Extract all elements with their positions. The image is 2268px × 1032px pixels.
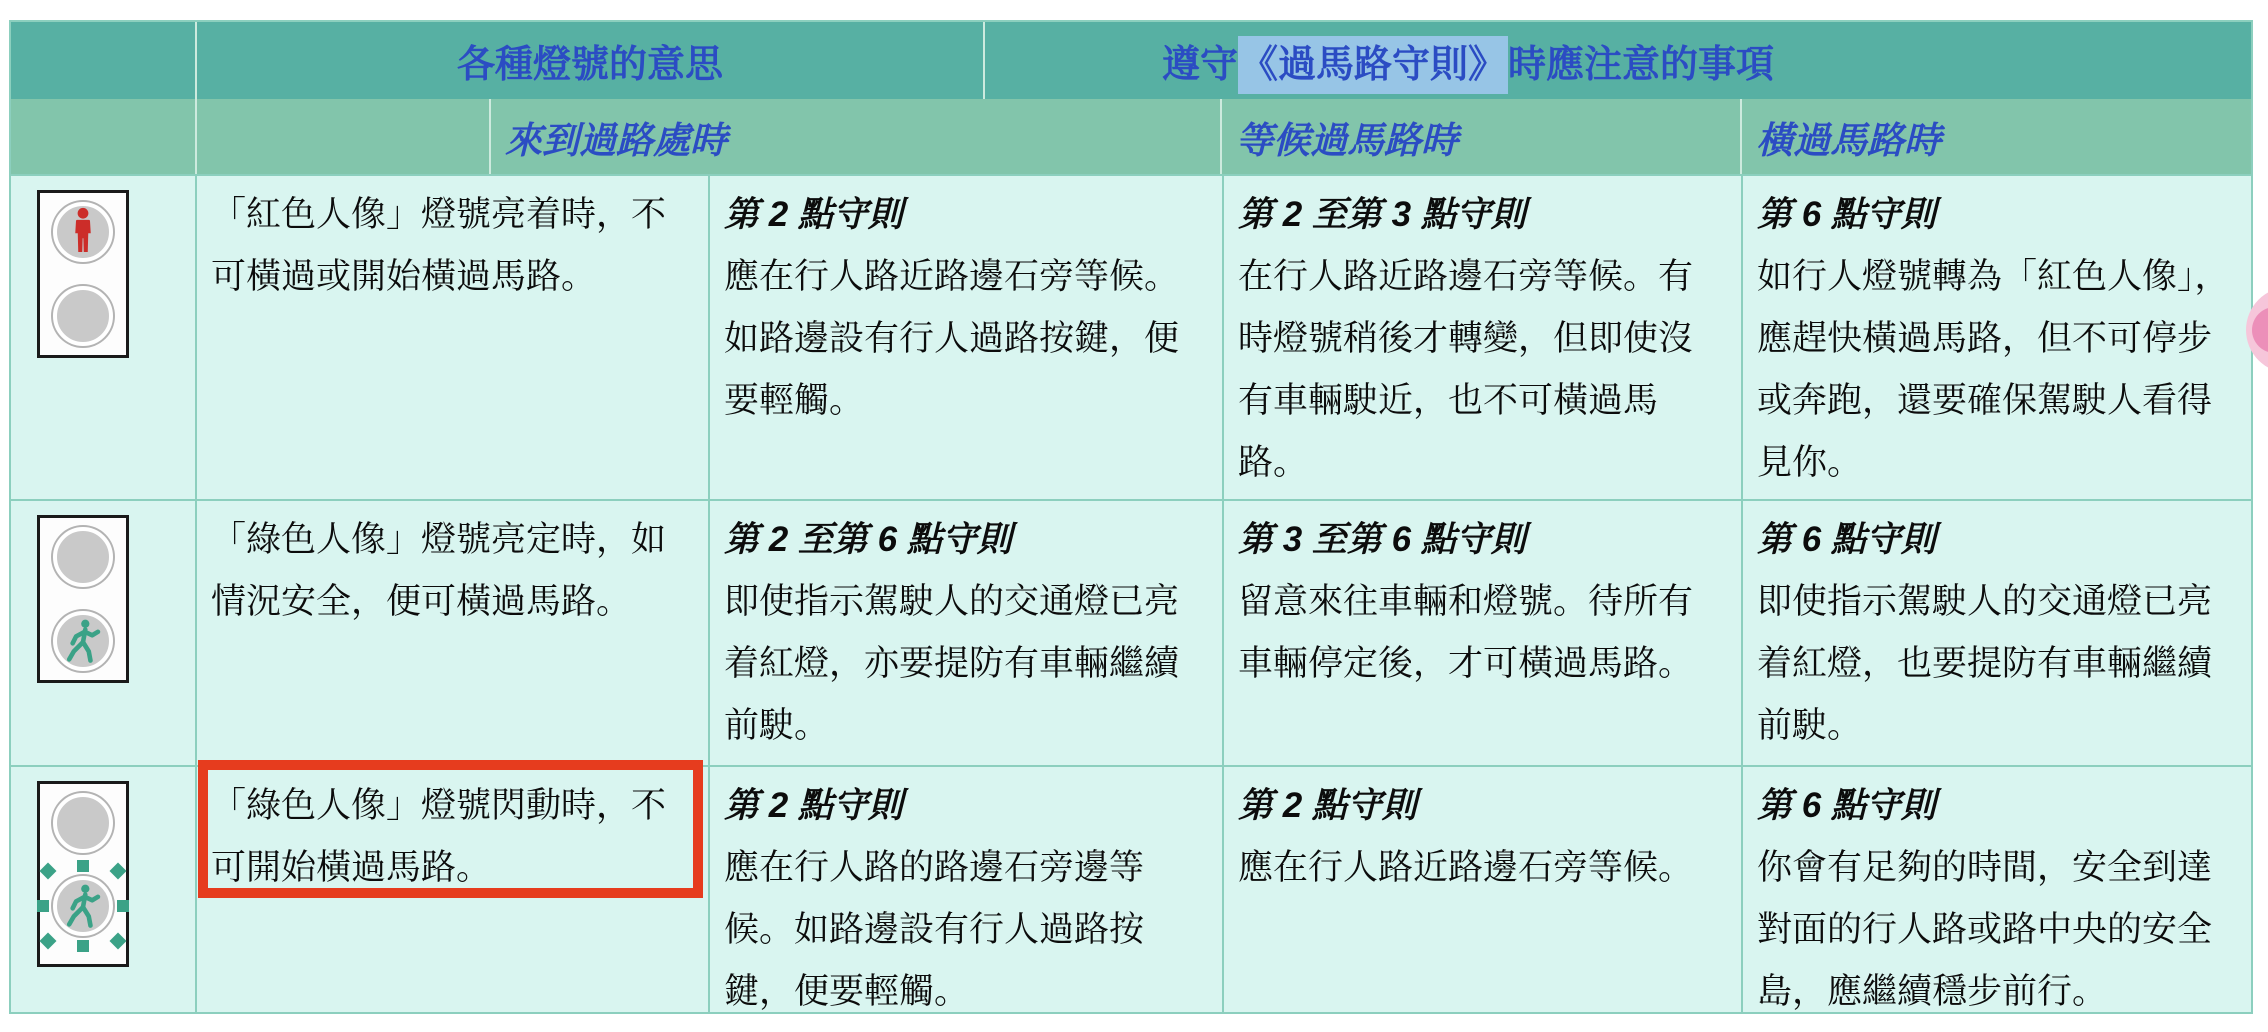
pedestrian-crossing-rules-table [9, 20, 2253, 1014]
header-empty-cell [11, 22, 195, 99]
rule-cell-wait [1222, 176, 1741, 499]
signal-cell [11, 501, 195, 765]
rule-title: 第 6 點守則 [1757, 786, 1936, 825]
meaning-cell-emphasized [195, 767, 708, 1012]
rule-cell-cross [1741, 176, 2251, 499]
rule-body: 在行人路近路邊石旁等候。有時燈號稍後才轉變，但即使沒有車輛駛近，也不可橫過馬路。 [1238, 257, 1694, 482]
rule-cell-cross [1741, 501, 2251, 765]
red-man-lamp-icon [53, 202, 113, 262]
rule-cell-wait [1222, 501, 1741, 765]
off-lamp-icon [53, 527, 113, 587]
phase-header-empty-2 [195, 99, 489, 174]
table-row-flashing-green-man [11, 765, 2251, 1012]
phase-header-arrive: 來到過路處時 [489, 99, 1220, 174]
rule-body: 即使指示駕駛人的交通燈已亮着紅燈，亦要提防有車輛繼續前駛。 [724, 582, 1180, 745]
rules-title-text: 遵守《過馬路守則》時應注意的事項 [1162, 33, 1774, 88]
phase-header-wait: 等候過馬路時 [1220, 99, 1740, 174]
rule-body: 留意來往車輛和燈號。待所有車輛停定後，才可橫過馬路。 [1238, 582, 1694, 683]
rule-body: 應在行人路的路邊石旁邊等候。如路邊設有行人過路按鍵，便要輕觸。 [724, 848, 1145, 1011]
meaning-text: 「綠色人像」燈號閃動時，不可開始橫過馬路。 [211, 786, 667, 887]
meaning-text: 「紅色人像」燈號亮着時，不可橫過或開始橫過馬路。 [211, 195, 667, 296]
rule-body: 即使指示駕駛人的交通燈已亮着紅燈，也要提防有車輛繼續前駛。 [1757, 582, 2213, 745]
rule-title: 第 6 點守則 [1757, 520, 1936, 559]
rule-cell-cross [1741, 767, 2251, 1012]
phase-header-cross: 橫過馬路時 [1740, 99, 2251, 174]
rule-cell-arrive [708, 176, 1222, 499]
meaning-title-text: 各種燈號的意思 [456, 44, 723, 86]
meaning-cell [195, 501, 708, 765]
green-man-lamp-icon [53, 611, 113, 671]
rule-cell-arrive [708, 767, 1222, 1012]
green-man-signal-icon [37, 515, 129, 683]
rule-cell-arrive [708, 501, 1222, 765]
flashing-green-man-lamp-icon [39, 862, 127, 950]
rule-body: 如行人燈號轉為「紅色人像」，應趕快橫過馬路，但不可停步或奔跑，還要確保駕駛人看得見你。 [1757, 257, 2230, 482]
pink-badge-icon [2252, 307, 2268, 353]
rule-title: 第 2 點守則 [724, 195, 903, 234]
rule-cell-wait [1222, 767, 1741, 1012]
rule-title: 第 2 點守則 [1238, 786, 1417, 825]
rule-title: 第 3 至第 6 點守則 [1238, 520, 1526, 559]
off-lamp-icon [53, 793, 113, 853]
header-meaning-title [195, 22, 983, 99]
selected-text-highlight: 《過馬路守則》 [1238, 36, 1508, 94]
table-row-red-man [11, 174, 2251, 499]
rule-title: 第 2 至第 6 點守則 [724, 520, 1012, 559]
meaning-cell [195, 176, 708, 499]
signal-cell [11, 176, 195, 499]
red-man-signal-icon [37, 190, 129, 358]
rule-title: 第 2 至第 3 點守則 [1238, 195, 1526, 234]
rule-body: 應在行人路近路邊石旁等候。如路邊設有行人過路按鍵，便要輕觸。 [724, 257, 1180, 420]
rule-body: 應在行人路近路邊石旁等候。 [1238, 848, 1694, 887]
off-lamp-icon [53, 286, 113, 346]
signal-cell [11, 767, 195, 1012]
flashing-green-man-signal-icon [37, 781, 129, 967]
phase-header-empty-1 [11, 99, 195, 174]
meaning-text: 「綠色人像」燈號亮定時，如情況安全，便可橫過馬路。 [211, 520, 667, 621]
rule-title: 第 2 點守則 [724, 786, 903, 825]
header-row-phases [11, 99, 2251, 174]
table-row-green-man [11, 499, 2251, 765]
header-rules-title [983, 22, 2251, 99]
rule-title: 第 6 點守則 [1757, 195, 1936, 234]
header-row-titles [11, 22, 2251, 99]
rule-body: 你會有足夠的時間，安全到達對面的行人路或路中央的安全島，應繼續穩步前行。 [1757, 848, 2213, 1011]
